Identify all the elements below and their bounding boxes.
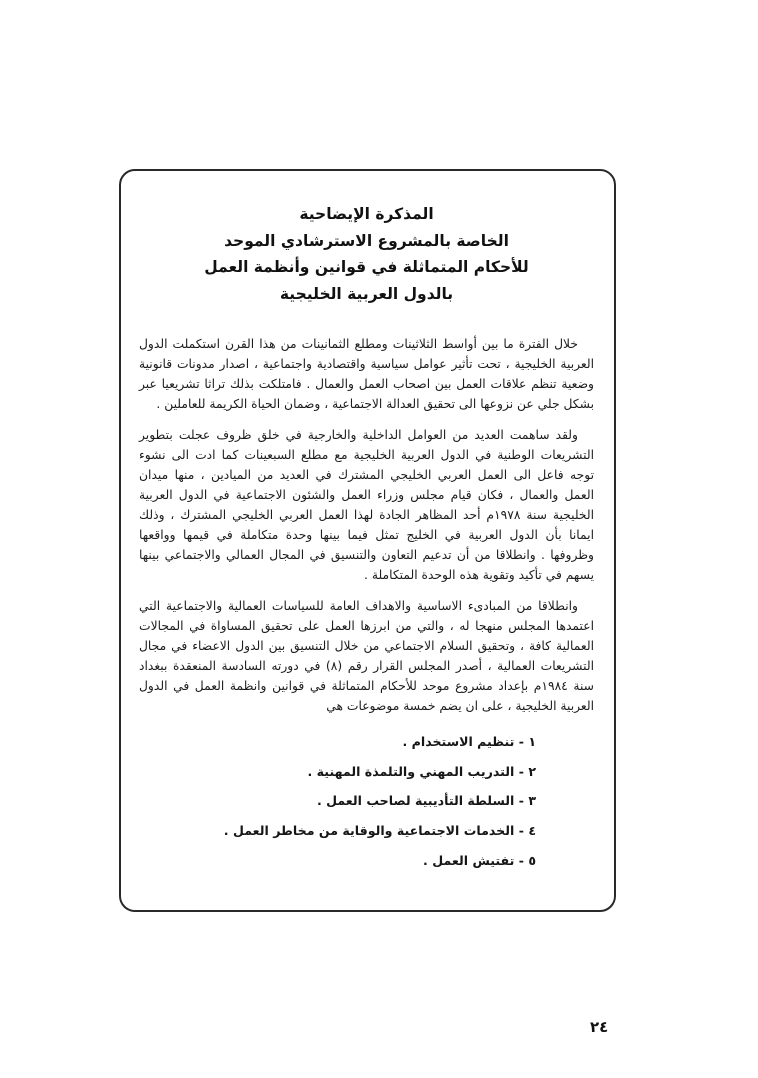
page-border-frame <box>119 169 616 912</box>
paragraph-2: ولقد ساهمت العديد من العوامل الداخلية والخارجية في خلق ظروف عجلت بتطوير التشريعات الوطنية في الدول العربية الخليجية مع مطلع السبعينات كما ادت الى نشوء توجه فاعل الى العمل العربي الخليجي المشترك في العديد من الميادين ، منها ميدان العمل والعمال ، فكان قيام مجلس وزراء العمل والشئون الاجتماعية في الدول العربية الخليجية سنة ١٩٧٨م أحد المظاهر الجادة لهذا العمل العربي الخليجي المشترك ، وذلك ايمانا بأن الدول العربية في الخليج تمثل فيما بينها وحدة متكاملة في قيمها وواقعها وظروفها . وانطلاقا من أن تدعيم التعاون والتنسيق في المجال العمالي والاجتماعي بينها يسهم في تأكيد وتقوية هذه الوحدة المتكاملة . <box>139 427 594 582</box>
document-title <box>139 201 594 308</box>
list-item: ٢ - التدريب المهني والتلمذة المهنية . <box>307 763 536 779</box>
title-line-4: بالدول العربية الخليجية <box>279 284 454 303</box>
list-item: ١ - تنظيم الاستخدام . <box>402 734 536 750</box>
title-line-3: للأحكام المتماثلة في قوانين وأنظمة العمل <box>204 258 529 277</box>
topics-list <box>139 727 536 875</box>
title-line-2: الخاصة بالمشروع الاسترشادي الموحد <box>224 231 509 250</box>
document-body <box>139 334 594 717</box>
list-item: ٥ - تفتيش العمل . <box>423 852 536 868</box>
page-number: ٢٤ <box>590 1018 609 1036</box>
paragraph-3: وانطلاقا من المبادىء الاساسية والاهداف العامة للسياسات العمالية والاجتماعية التي اعتمدها المجلس منهجا له ، والتي من ابرزها العمل على تحقيق المساواة في المجالات العمالية كافة ، وتحقيق السلام الاجتماعي من خلال التنسيق بين الدول الاعضاء في مجال التشريعات العمالية ، أصدر المجلس القرار رقم (٨) في دورته السادسة المنعقدة ببغداد سنة ١٩٨٤م بإعداد مشروع موحد للأحكام المتماثلة في قوانين وانظمة العمل في الدول العربية الخليجية ، على ان يضم خمسة موضوعات هي <box>139 599 594 714</box>
paragraph-1: خلال الفترة ما بين أواسط الثلاثينات ومطلع الثمانينات من هذا القرن استكملت الدول العربية الخليجية ، تحت تأثير عوامل سياسية واقتصادية واجتماعية ، اصدار مدونات قانونية وضعية تنظم علاقات العمل بين اصحاب العمل والعمال . فامتلكت بذلك تراثا تشريعيا عبر بشكل جلي عن نزوعها الى تحقيق العدالة الاجتماعية ، وضمان الحياة الكريمة للعاملين . <box>139 336 594 411</box>
list-item: ٣ - السلطة التأديبية لصاحب العمل . <box>316 793 536 809</box>
list-item: ٤ - الخدمات الاجتماعية والوقاية من مخاطر العمل . <box>223 822 536 838</box>
title-line-1: المذكرة الإيضاحية <box>299 205 434 223</box>
